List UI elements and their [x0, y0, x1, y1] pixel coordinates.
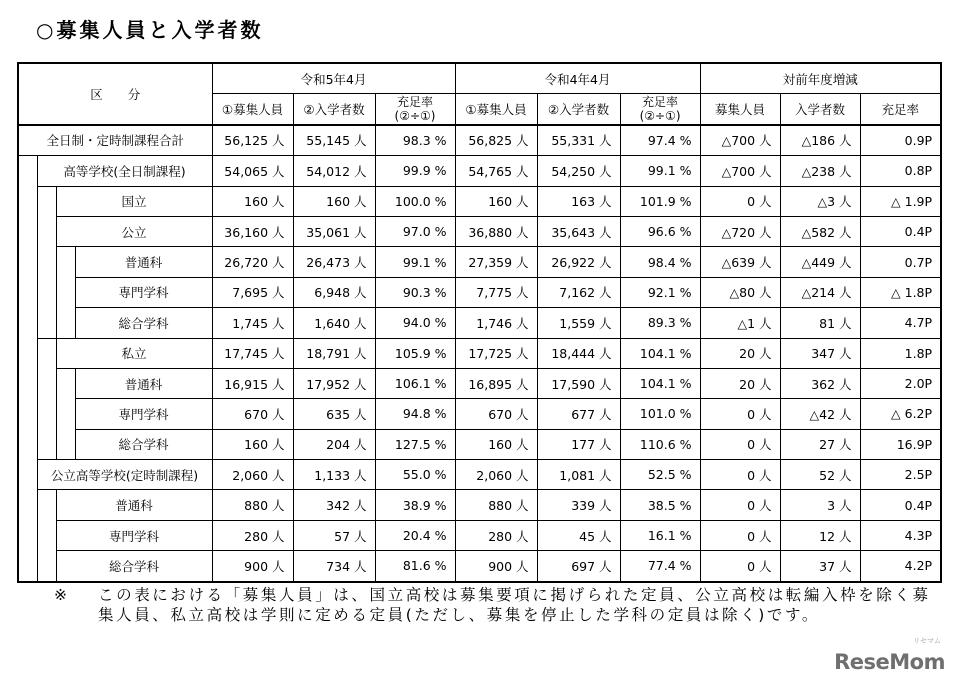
table-cell: 7,775 人: [455, 277, 537, 307]
table-cell: △ 1.8P: [860, 277, 941, 307]
table-cell: 17,590 人: [537, 368, 620, 398]
indent-cell: [37, 216, 56, 246]
table-cell: 98.4 %: [620, 247, 700, 277]
table-cell: 339 人: [537, 490, 620, 520]
row-label: 普通科: [56, 490, 212, 520]
table-row: [18, 186, 941, 216]
table-cell: 54,250 人: [537, 156, 620, 186]
header-nyugaku: ②入学者数: [537, 94, 620, 125]
indent-cell: [18, 460, 37, 490]
header-r5: 令和5年4月: [212, 63, 455, 94]
footnote: [54, 585, 934, 625]
table-cell: 160 人: [212, 186, 293, 216]
table-cell: 16.1 %: [620, 520, 700, 550]
row-label: 全日制・定時制課程合計: [18, 125, 212, 156]
table-cell: 362 人: [780, 368, 860, 398]
indent-cell: [56, 429, 75, 459]
table-cell: 55.0 %: [375, 460, 455, 490]
table-cell: 880 人: [212, 490, 293, 520]
table-cell: △700 人: [700, 156, 780, 186]
table-cell: 16,915 人: [212, 368, 293, 398]
table-cell: △186 人: [780, 125, 860, 156]
table-cell: 12 人: [780, 520, 860, 550]
table-cell: 99.1 %: [375, 247, 455, 277]
row-label: 専門学科: [75, 277, 212, 307]
table-cell: 4.7P: [860, 308, 941, 338]
table-cell: 94.8 %: [375, 399, 455, 429]
table-cell: 1,745 人: [212, 308, 293, 338]
table-cell: 89.3 %: [620, 308, 700, 338]
table-cell: 35,061 人: [293, 216, 375, 246]
table-cell: 900 人: [212, 551, 293, 582]
table-cell: 7,162 人: [537, 277, 620, 307]
table-cell: 0 人: [700, 399, 780, 429]
table-cell: 0.4P: [860, 490, 941, 520]
table-cell: 160 人: [293, 186, 375, 216]
header-boshu: ①募集人員: [212, 94, 293, 125]
indent-cell: [37, 247, 56, 277]
indent-cell: [18, 186, 37, 216]
indent-cell: [18, 551, 37, 582]
row-label: 高等学校(全日制課程): [37, 156, 212, 186]
table-cell: 17,745 人: [212, 338, 293, 368]
header-diff-boshu: 募集人員: [700, 94, 780, 125]
table-cell: 0.4P: [860, 216, 941, 246]
header-diff-nyugaku: 入学者数: [780, 94, 860, 125]
table-cell: 97.0 %: [375, 216, 455, 246]
table-cell: 81 人: [780, 308, 860, 338]
table-cell: 99.1 %: [620, 156, 700, 186]
table-cell: 2.0P: [860, 368, 941, 398]
table-cell: 280 人: [455, 520, 537, 550]
table-cell: 677 人: [537, 399, 620, 429]
indent-cell: [37, 399, 56, 429]
table-cell: 106.1 %: [375, 368, 455, 398]
table-cell: △ 6.2P: [860, 399, 941, 429]
table-row: [18, 125, 941, 156]
row-label: 国立: [56, 186, 212, 216]
table-cell: 90.3 %: [375, 277, 455, 307]
header-category: 区 分: [18, 63, 212, 125]
table-cell: 177 人: [537, 429, 620, 459]
table-cell: 101.9 %: [620, 186, 700, 216]
table-cell: 17,725 人: [455, 338, 537, 368]
table-cell: 26,473 人: [293, 247, 375, 277]
header-diff: 対前年度増減: [700, 63, 941, 94]
table-cell: 52 人: [780, 460, 860, 490]
row-label: 専門学科: [75, 399, 212, 429]
table-cell: 670 人: [212, 399, 293, 429]
table-cell: 347 人: [780, 338, 860, 368]
indent-cell: [18, 399, 37, 429]
resemom-logo: ReseMom: [834, 650, 945, 674]
table-cell: 127.5 %: [375, 429, 455, 459]
table-cell: 45 人: [537, 520, 620, 550]
table-cell: 98.3 %: [375, 125, 455, 156]
indent-cell: [56, 277, 75, 307]
table-cell: 900 人: [455, 551, 537, 582]
indent-cell: [37, 338, 56, 368]
table-cell: 734 人: [293, 551, 375, 582]
footnote-text: この表における「募集人員」は、国立高校は募集要項に掲げられた定員、公立高校は転編入枠を除く募集人員、私立高校は学則に定める定員(ただし、募集を停止した学科の定員は除く)です。: [98, 586, 931, 624]
table-cell: 105.9 %: [375, 338, 455, 368]
table-row: [18, 308, 941, 338]
table-row: [18, 460, 941, 490]
row-label: 普通科: [75, 368, 212, 398]
indent-cell: [56, 247, 75, 277]
table-cell: 0.9P: [860, 125, 941, 156]
table-cell: △ 1.9P: [860, 186, 941, 216]
table-cell: 17,952 人: [293, 368, 375, 398]
table-row: [18, 216, 941, 246]
table-cell: △720 人: [700, 216, 780, 246]
row-label: 総合学科: [56, 551, 212, 582]
row-label: 総合学科: [75, 308, 212, 338]
indent-cell: [18, 429, 37, 459]
table-cell: 20 人: [700, 338, 780, 368]
table-cell: 1,559 人: [537, 308, 620, 338]
table-row: [18, 551, 941, 582]
table-cell: 7,695 人: [212, 277, 293, 307]
table-cell: 20 人: [700, 368, 780, 398]
table-cell: 670 人: [455, 399, 537, 429]
table-cell: 2.5P: [860, 460, 941, 490]
indent-cell: [18, 520, 37, 550]
table-cell: 99.9 %: [375, 156, 455, 186]
row-label: 総合学科: [75, 429, 212, 459]
table-cell: 163 人: [537, 186, 620, 216]
indent-cell: [18, 156, 37, 186]
table-cell: 104.1 %: [620, 338, 700, 368]
table-cell: 6,948 人: [293, 277, 375, 307]
table-cell: 697 人: [537, 551, 620, 582]
table-cell: 36,880 人: [455, 216, 537, 246]
table-cell: △700 人: [700, 125, 780, 156]
row-label: 私立: [56, 338, 212, 368]
table-cell: 52.5 %: [620, 460, 700, 490]
table-cell: 0 人: [700, 186, 780, 216]
table-cell: 1,081 人: [537, 460, 620, 490]
row-label: 普通科: [75, 247, 212, 277]
table-row: [18, 399, 941, 429]
table-cell: 280 人: [212, 520, 293, 550]
indent-cell: [37, 490, 56, 520]
table-cell: 27 人: [780, 429, 860, 459]
table-cell: 0.8P: [860, 156, 941, 186]
table-cell: 20.4 %: [375, 520, 455, 550]
table-cell: △3 人: [780, 186, 860, 216]
indent-cell: [18, 308, 37, 338]
indent-cell: [18, 247, 37, 277]
table-cell: 0.7P: [860, 247, 941, 277]
table-row: [18, 277, 941, 307]
table-cell: 101.0 %: [620, 399, 700, 429]
table-cell: 1,133 人: [293, 460, 375, 490]
indent-cell: [18, 490, 37, 520]
table-cell: 0 人: [700, 460, 780, 490]
table-cell: 160 人: [212, 429, 293, 459]
table-cell: △238 人: [780, 156, 860, 186]
table-cell: 96.6 %: [620, 216, 700, 246]
header-nyugaku: ②入学者数: [293, 94, 375, 125]
logo-subtext: リセマム: [913, 637, 941, 645]
indent-cell: [37, 551, 56, 582]
table-cell: 81.6 %: [375, 551, 455, 582]
table-row: [18, 490, 941, 520]
table-cell: 97.4 %: [620, 125, 700, 156]
indent-cell: [37, 277, 56, 307]
table-row: [18, 429, 941, 459]
table-cell: △214 人: [780, 277, 860, 307]
table-cell: 77.4 %: [620, 551, 700, 582]
table-cell: △639 人: [700, 247, 780, 277]
row-label: 専門学科: [56, 520, 212, 550]
indent-cell: [37, 186, 56, 216]
table-cell: 56,825 人: [455, 125, 537, 156]
table-cell: 56,125 人: [212, 125, 293, 156]
table-cell: 3 人: [780, 490, 860, 520]
table-cell: 57 人: [293, 520, 375, 550]
indent-cell: [56, 399, 75, 429]
indent-cell: [56, 368, 75, 398]
table-cell: 55,331 人: [537, 125, 620, 156]
table-cell: △80 人: [700, 277, 780, 307]
row-label: 公立: [56, 216, 212, 246]
table-cell: 0 人: [700, 520, 780, 550]
table-cell: 1,746 人: [455, 308, 537, 338]
table-cell: 36,160 人: [212, 216, 293, 246]
table-cell: 2,060 人: [212, 460, 293, 490]
table-cell: 16,895 人: [455, 368, 537, 398]
header-diff-rate: 充足率: [860, 94, 941, 125]
footnote-mark: ※: [54, 586, 70, 604]
table-cell: 54,012 人: [293, 156, 375, 186]
table-cell: △1 人: [700, 308, 780, 338]
table-cell: 0 人: [700, 490, 780, 520]
table-cell: 94.0 %: [375, 308, 455, 338]
table-cell: 4.2P: [860, 551, 941, 582]
indent-cell: [37, 368, 56, 398]
table-cell: 160 人: [455, 429, 537, 459]
header-rate: 充足率 (②÷①): [620, 94, 700, 125]
table-cell: 0 人: [700, 429, 780, 459]
table-cell: △582 人: [780, 216, 860, 246]
page-title: ○募集人員と入学者数: [36, 18, 264, 42]
indent-cell: [37, 429, 56, 459]
table-row: [18, 520, 941, 550]
table-cell: 160 人: [455, 186, 537, 216]
table-cell: 18,791 人: [293, 338, 375, 368]
table-cell: 27,359 人: [455, 247, 537, 277]
table-cell: △42 人: [780, 399, 860, 429]
table-cell: 880 人: [455, 490, 537, 520]
indent-cell: [18, 277, 37, 307]
table-row: [18, 368, 941, 398]
header-boshu: ①募集人員: [455, 94, 537, 125]
table-cell: 92.1 %: [620, 277, 700, 307]
table-cell: 38.9 %: [375, 490, 455, 520]
enrollment-table: [17, 62, 942, 583]
table-cell: 1.8P: [860, 338, 941, 368]
row-label: 公立高等学校(定時制課程): [37, 460, 212, 490]
indent-cell: [37, 520, 56, 550]
table-row: [18, 156, 941, 186]
table-cell: 35,643 人: [537, 216, 620, 246]
indent-cell: [56, 308, 75, 338]
indent-cell: [18, 368, 37, 398]
table-cell: 4.3P: [860, 520, 941, 550]
indent-cell: [18, 216, 37, 246]
table-cell: 55,145 人: [293, 125, 375, 156]
table-cell: 100.0 %: [375, 186, 455, 216]
table-cell: 26,720 人: [212, 247, 293, 277]
table-cell: 342 人: [293, 490, 375, 520]
table-row: [18, 247, 941, 277]
table-cell: 37 人: [780, 551, 860, 582]
table-cell: 110.6 %: [620, 429, 700, 459]
table-cell: 38.5 %: [620, 490, 700, 520]
table-cell: 2,060 人: [455, 460, 537, 490]
table-cell: 54,765 人: [455, 156, 537, 186]
table-row: [18, 338, 941, 368]
table-cell: 0 人: [700, 551, 780, 582]
table-cell: 18,444 人: [537, 338, 620, 368]
table-cell: 635 人: [293, 399, 375, 429]
indent-cell: [18, 338, 37, 368]
table-cell: 1,640 人: [293, 308, 375, 338]
table-cell: 26,922 人: [537, 247, 620, 277]
table-cell: 16.9P: [860, 429, 941, 459]
table-cell: △449 人: [780, 247, 860, 277]
table-cell: 204 人: [293, 429, 375, 459]
table-cell: 104.1 %: [620, 368, 700, 398]
indent-cell: [37, 308, 56, 338]
header-r4: 令和4年4月: [455, 63, 700, 94]
table-cell: 54,065 人: [212, 156, 293, 186]
header-rate: 充足率 (②÷①): [375, 94, 455, 125]
